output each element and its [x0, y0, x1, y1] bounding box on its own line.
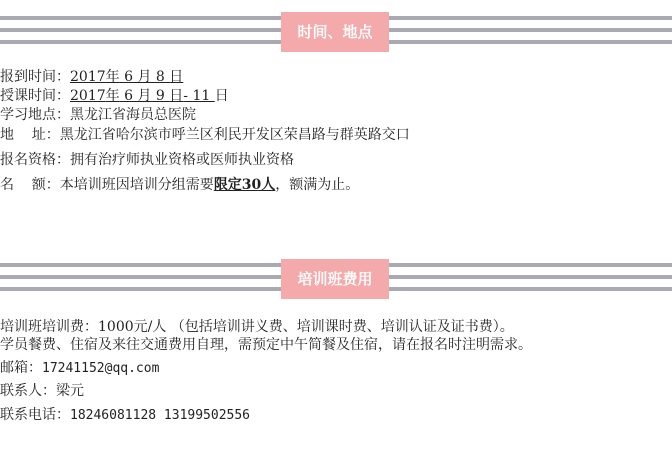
report-day: 8 [151, 69, 170, 85]
class-end-unit: 日 [214, 88, 229, 104]
phone-label: 联系电话： [0, 407, 70, 423]
report-month: 6 [119, 69, 138, 85]
section-header-fees [0, 257, 672, 301]
class-time-label: 授课时间： [0, 88, 70, 104]
contact-line [0, 382, 84, 400]
contact-value: 梁元 [56, 383, 84, 399]
address-value: 黑龙江省哈尔滨市呼兰区利民开发区荣昌路与群英路交口 [59, 127, 410, 143]
report-year-unit: 年 [105, 69, 120, 85]
section-title: 时间、地点 [281, 12, 389, 52]
phone-value: 18246081128 13199502556 [70, 408, 251, 423]
contact-label: 联系人： [0, 383, 56, 399]
quota-line [0, 176, 359, 194]
class-end-day: 11 [192, 88, 215, 104]
report-year: 2017 [70, 69, 106, 85]
email-value: 17241152@qq.com [42, 361, 160, 376]
qualification-label: 报名资格： [0, 152, 70, 168]
quota-suffix: ，额满为止。 [275, 177, 360, 193]
quota-label: 名 额： [0, 177, 60, 193]
class-year-unit: 年 [105, 88, 120, 104]
meals-line: 学员餐费、住宿及来往交通费用自理，需预定中午简餐及住宿，请在报名时注明需求。 [0, 337, 532, 353]
section-title: 培训班费用 [281, 259, 389, 299]
class-time-line [0, 87, 229, 105]
qualification-value: 拥有治疗师执业资格或医师执业资格 [70, 152, 294, 168]
qualification-line [0, 151, 294, 169]
study-place-line [0, 106, 196, 124]
quota-prefix: 本培训班因培训分组需要 [59, 177, 214, 193]
phone-line [0, 406, 250, 425]
class-day-unit: 日 [169, 88, 184, 104]
study-place-label: 学习地点： [0, 107, 70, 123]
class-day: 9 [151, 88, 170, 104]
study-place-value: 黑龙江省海员总医院 [70, 107, 196, 123]
email-line [0, 359, 159, 378]
class-year: 2017 [70, 88, 106, 104]
address-label: 地 址： [0, 127, 60, 143]
address-line [0, 126, 410, 144]
class-dash: - [183, 88, 193, 104]
report-time-label: 报到时间： [0, 69, 70, 85]
report-day-unit: 日 [169, 69, 184, 85]
quota-limit: 限定30人 [213, 177, 276, 193]
email-label: 邮箱： [0, 360, 42, 376]
class-month: 6 [119, 88, 138, 104]
report-time-line [0, 68, 183, 86]
tuition-line: 培训班培训费：1000元/人 （包括培训讲义费、培训课时费、培训认证及证书费）。 [0, 319, 514, 335]
section-header-time-place [0, 10, 672, 54]
report-month-unit: 月 [137, 69, 152, 85]
class-month-unit: 月 [137, 88, 152, 104]
